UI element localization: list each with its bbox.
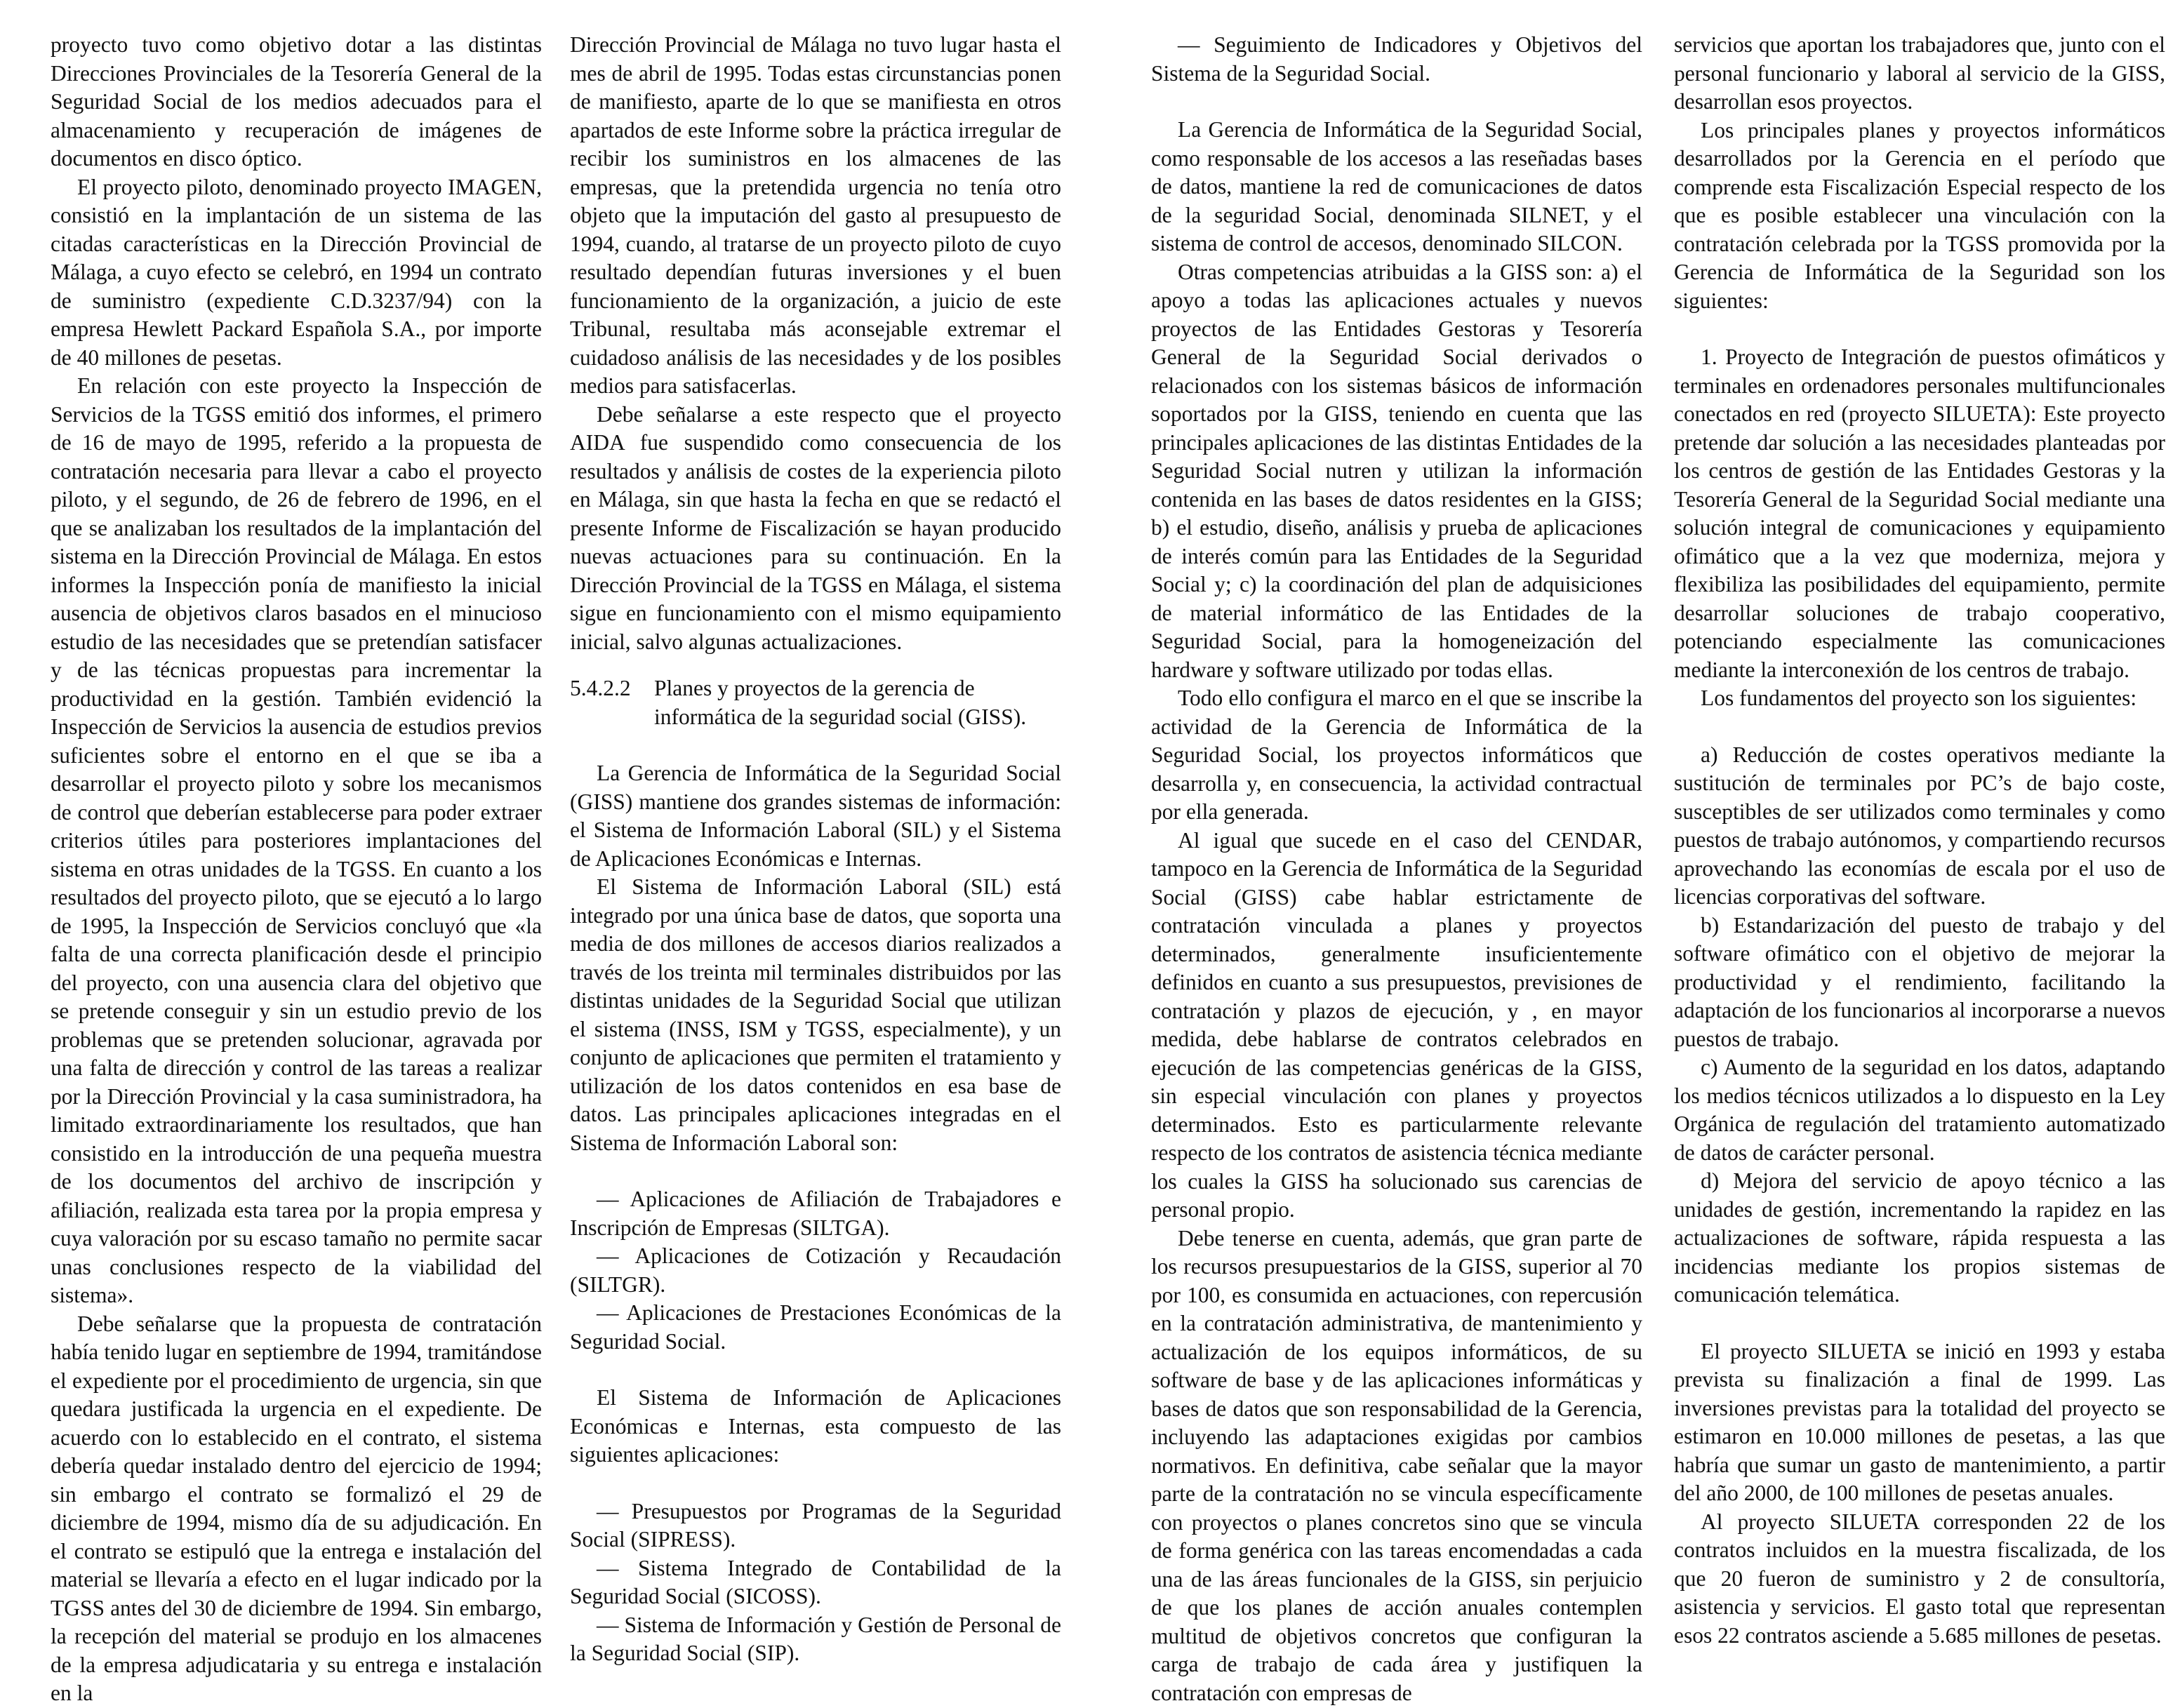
paragraph: El proyecto piloto, denominado proyecto IMAGEN, consistió en la implantación de un sistema de las citadas características en la Dirección Provincial de Málaga, a cuyo efecto se celebró, en 1994 un contrato de suministro (expediente C.D.3237/94) con la empresa Hewlett Packard Española S.A., por importe de 40 millones de pesetas. bbox=[51, 174, 542, 370]
numbered-item: 1. Proyecto de Integración de puestos ofimáticos y terminales en ordenadores personales multifuncionales conectados en red (proyecto SILUETA): Este proyecto pretende dar solución a las necesidades planteadas por los centros de gestión de las Entidades Gestoras y la Tesorería General de la Seguridad Social mediante una solución integral de comunicaciones y equipamiento ofimático que a la vez que moderniza, mejora y flexibiliza las posibilidades del equipamiento, permite desarrollar soluciones de trabajo cooperativo, potenciando especialmente las comunicaciones mediante la interconexión de los centros de trabajo. bbox=[1674, 345, 2165, 682]
paragraph: proyecto tuvo como objetivo dotar a las distintas Direcciones Provinciales de la Tesorería General de la Seguridad Social de los medios adecuados para el almacenamiento y recuperación de imágenes de documentos en disco óptico. bbox=[51, 32, 542, 171]
list-item: — Aplicaciones de Prestaciones Económicas de la Seguridad Social. bbox=[570, 1300, 1061, 1354]
lettered-item: a) Reducción de costes operativos mediante la sustitución de terminales por PC’s de bajo coste, susceptibles de ser utilizados como terminales y como puestos de trabajo autónomos, y compartiendo recursos aprovechando las economías de escala por el uso de licencias corporativas del software. bbox=[1674, 742, 2165, 909]
paragraph: servicios que aportan los trabajadores que, junto con el personal funcionario y laboral al servicio de la GISS, desarrollan esos proyectos. bbox=[1674, 32, 2165, 114]
text-column-2 bbox=[570, 31, 1061, 1668]
paragraph: Al proyecto SILUETA corresponden 22 de los contratos incluidos en la muestra fiscalizada, de los que 20 fueron de suministro y 2 de consultoría, asistencia y servicios. El gasto total que representan esos 22 contratos asciende a 5.685 millones de pesetas. bbox=[1674, 1509, 2165, 1648]
paragraph: La Gerencia de Informática de la Seguridad Social (GISS) mantiene dos grandes sistemas de información: el Sistema de Información Laboral (SIL) y el Sistema de Aplicaciones Económicas e Internas. bbox=[570, 761, 1061, 871]
paragraph: Otras competencias atribuidas a la GISS son: a) el apoyo a todas las aplicaciones actuales y nuevos proyectos de las Entidades Gestoras y Tesorería General de la Seguridad Social derivados o relacionados con los sistemas básicos de información soportados por la GISS, teniendo en cuenta que las principales aplicaciones de las distintas Entidades de la Seguridad Social nutren y utilizan la información contenida en las bases de datos residentes en la GISS; b) el estudio, diseño, análisis y prueba de aplicaciones de interés común para las Entidades de la Seguridad Social y; c) la coordinación del plan de adquisiciones de material informático de las Entidades de la Seguridad Social, para la homogeneización del hardware y software utilizado por todas ellas. bbox=[1151, 259, 1642, 682]
lettered-item: b) Estandarización del puesto de trabajo y del software ofimático con el objetivo de mejorar la productividad y el rendimiento, facilitando la adaptación de los funcionarios al incorporarse a nuevos puestos de trabajo. bbox=[1674, 912, 2165, 1051]
section-number: 5.4.2.2 bbox=[570, 676, 631, 700]
paragraph: Los fundamentos del proyecto son los siguientes: bbox=[1701, 686, 2137, 710]
paragraph: Al igual que sucede en el caso del CENDAR, tampoco en la Gerencia de Informática de la Seguridad Social (GISS) cabe hablar estrictamente de contratación vinculada a planes y proyectos determinados, generalmente insuficientemente definidos en cuanto a sus presupuestos, previsiones de contratación y plazos de ejecución, y , en mayor medida, debe hablarse de contratos celebrados en ejecución de las competencias genéricas de la GISS, sin especial vinculación con planes y proyectos determinados. Esto es particularmente relevante respecto de los contratos de asistencia técnica mediante los cuales la GISS ha solucionado sus carencias de personal propio. bbox=[1151, 827, 1642, 1222]
paragraph: Debe tenerse en cuenta, además, que gran parte de los recursos presupuestarios de la GISS, superior al 70 por 100, es consumida en actuaciones, con repercusión en la contratación administrativa, de mantenimiento y actualización de los equipos informáticos, de su software de base y de las aplicaciones informáticas y bases de datos que son responsabilidad de la Gerencia, incluyendo las adaptaciones exigidas por cambios normativos. En definitiva, cabe señalar que la mayor parte de la contratación no se vincula específicamente con proyectos o planes concretos sino que se vincula de forma genérica con las tareas encomendadas a cada una de las áreas funcionales de la GISS, sin perjuicio de que los planes de acción anuales contemplen multitud de objetivos concretos que configuran la carga de trabajo de cada área y justifiquen la contratación con empresas de bbox=[1151, 1225, 1642, 1705]
paragraph: Dirección Provincial de Málaga no tuvo lugar hasta el mes de abril de 1995. Todas estas circunstancias ponen de manifiesto, aparte de lo que se manifiesta en otros apartados de este Informe sobre la práctica irregular de recibir los suministros en los almacenes de las empresas, que la pretendida urgencia no tenía otro objeto que la imputación del gasto al presupuesto de 1994, cuando, al tratarse de un proyecto piloto de cuyo resultado dependían futuras inversiones y el buen funcionamiento de la organización, a juicio de este Tribunal, resultaba más aconsejable extremar el cuidadoso análisis de las necesidades y de los posibles medios para satisfacerlas. bbox=[570, 32, 1061, 398]
list-item: — Aplicaciones de Cotización y Recaudación (SILTGR). bbox=[570, 1243, 1061, 1297]
section-title: Planes y proyectos de la gerencia de informática de la seguridad social (GISS). bbox=[654, 676, 1027, 729]
paragraph: El Sistema de Información Laboral (SIL) está integrado por una única base de datos, que soporta una media de dos millones de accesos diarios realizados a través de los treinta mil terminales distribuidos por las distintas unidades de la Seguridad Social que utilizan el sistema (INSS, ISM y TGSS, especialmente), y un conjunto de aplicaciones que permiten el tratamiento y utilización de los datos contenidos en esa base de datos. Las principales aplicaciones integradas en el Sistema de Información Laboral son: bbox=[570, 874, 1061, 1155]
list-item: — Aplicaciones de Afiliación de Trabajadores e Inscripción de Empresas (SILTGA). bbox=[570, 1187, 1061, 1240]
paragraph: Todo ello configura el marco en el que se inscribe la actividad de la Gerencia de Informática de la Seguridad Social, los proyectos informáticos que desarrolla y, en consecuencia, la actividad contractual por ella generada. bbox=[1151, 686, 1642, 824]
paragraph: Debe señalarse a este respecto que el proyecto AIDA fue suspendido como consecuencia de los resultados y análisis de costes de la experiencia piloto en Málaga, sin que hasta la fecha en que se redactó el presente Informe de Fiscalización se hayan producido nuevas actuaciones para su continuación. En la Dirección Provincial de la TGSS en Málaga, el sistema sigue en funcionamiento con el mismo equipamiento inicial, salvo algunas actualizaciones. bbox=[570, 401, 1061, 654]
text-column-3 bbox=[1151, 31, 1642, 1707]
paragraph: El proyecto SILUETA se inició en 1993 y estaba prevista su finalización a final de 1999. Las inversiones previstas para la totalidad del proyecto se estimaron en 10.000 millones de pesetas, a las que habría que sumar un gasto de mantenimiento, a partir del año 2000, de 100 millones de pesetas anuales. bbox=[1674, 1338, 2165, 1505]
list-item: — Sistema de Información y Gestión de Personal de la Seguridad Social (SIP). bbox=[570, 1612, 1061, 1665]
paragraph: La Gerencia de Informática de la Seguridad Social, como responsable de los accesos a las reseñadas bases de datos, mantiene la red de comunicaciones de datos de la seguridad Social, denominada SILNET, y el sistema de control de accesos, denominado SILCON. bbox=[1151, 117, 1642, 255]
list-item: — Sistema Integrado de Contabilidad de la Seguridad Social (SICOSS). bbox=[570, 1555, 1061, 1608]
paragraph: Debe señalarse que la propuesta de contratación había tenido lugar en septiembre de 1994, tramitándose el expediente por el procedimiento de urgencia, sin que quedara justificada la urgencia en el expediente. De acuerdo con lo establecido en el contrato, el sistema debería quedar instalado dentro del ejercicio de 1994; sin embargo el contrato se formalizó el 29 de diciembre de 1994, mismo día de su adjudicación. En el contrato se estipuló que la entrega e instalación del material se llevaría a efecto en el lugar indicado por la TGSS antes del 30 de diciembre de 1994. Sin embargo, la recepción del material se produjo en los almacenes de la empresa adjudicataria y su entrega e instalación en la bbox=[51, 1311, 542, 1705]
list-item: — Presupuestos por Programas de la Seguridad Social (SIPRESS). bbox=[570, 1498, 1061, 1552]
section-heading bbox=[570, 674, 1061, 731]
text-column-1 bbox=[51, 31, 542, 1708]
list-item: — Seguimiento de Indicadores y Objetivos del Sistema de la Seguridad Social. bbox=[1151, 32, 1642, 86]
paragraph: Los principales planes y proyectos informáticos desarrollados por la Gerencia en el período que comprende esta Fiscalización Especial respecto de los que es posible establecer una vinculación con la contratación celebrada por la TGSS promovida por la Gerencia de Informática de la Seguridad son los siguientes: bbox=[1674, 117, 2165, 313]
lettered-item: d) Mejora del servicio de apoyo técnico a las unidades de gestión, incrementando la rapidez en las actualizaciones de software, rápida respuesta a las incidencias mediante los propios sistemas de comunicación telemática. bbox=[1674, 1168, 2165, 1307]
lettered-item: c) Aumento de la seguridad en los datos, adaptando los medios técnicos utilizados a lo dispuesto en la Ley Orgánica de regulación del tratamiento automatizado de datos de carácter personal. bbox=[1674, 1055, 2165, 1165]
paragraph: En relación con este proyecto la Inspección de Servicios de la TGSS emitió dos informes, el primero de 16 de mayo de 1995, referido a la propuesta de contratación necesaria para llevar a cabo el proyecto piloto, y el segundo, de 26 de febrero de 1996, en el que se analizaban los resultados de la implantación del sistema en la Dirección Provincial de Málaga. En estos informes la Inspección ponía de manifiesto la inicial ausencia de objetivos claros basados en el minucioso estudio de las necesidades que se pretendían satisfacer y de las técnicas propuestas para incrementar la productividad en la gestión. También evidenció la Inspección de Servicios la ausencia de estudios previos suficientes sobre el entorno en el que se iba a desarrollar el proyecto piloto y sobre los mecanismos de control que deberían establecerse para poder extraer criterios útiles para posteriores implantaciones del sistema en otras unidades de la TGSS. En cuanto a los resultados del proyecto piloto, que se ejecutó a lo largo de 1995, la Inspección de Servicios concluyó que «la falta de una correcta planificación desde el principio del proyecto, con una ausencia clara del objetivo que se pretende conseguir y sin un estudio previo de los problemas que se pretenden solucionar, agravada por una falta de dirección y control de las tareas a realizar por la Dirección Provincial y la casa suministradora, ha limitado extraordinariamente los resultados, que han consistido en la introducción de una pequeña muestra de los documentos del archivo de inscripción y afiliación, realizada esta tarea por la propia empresa y cuya valoración por su escaso tamaño no permite sacar unas conclusiones respecto de la viabilidad del sistema». bbox=[51, 373, 542, 1307]
paragraph: El Sistema de Información de Aplicaciones Económicas e Internas, esta compuesto de las siguientes aplicaciones: bbox=[570, 1385, 1061, 1467]
text-column-4 bbox=[1674, 31, 2165, 1650]
